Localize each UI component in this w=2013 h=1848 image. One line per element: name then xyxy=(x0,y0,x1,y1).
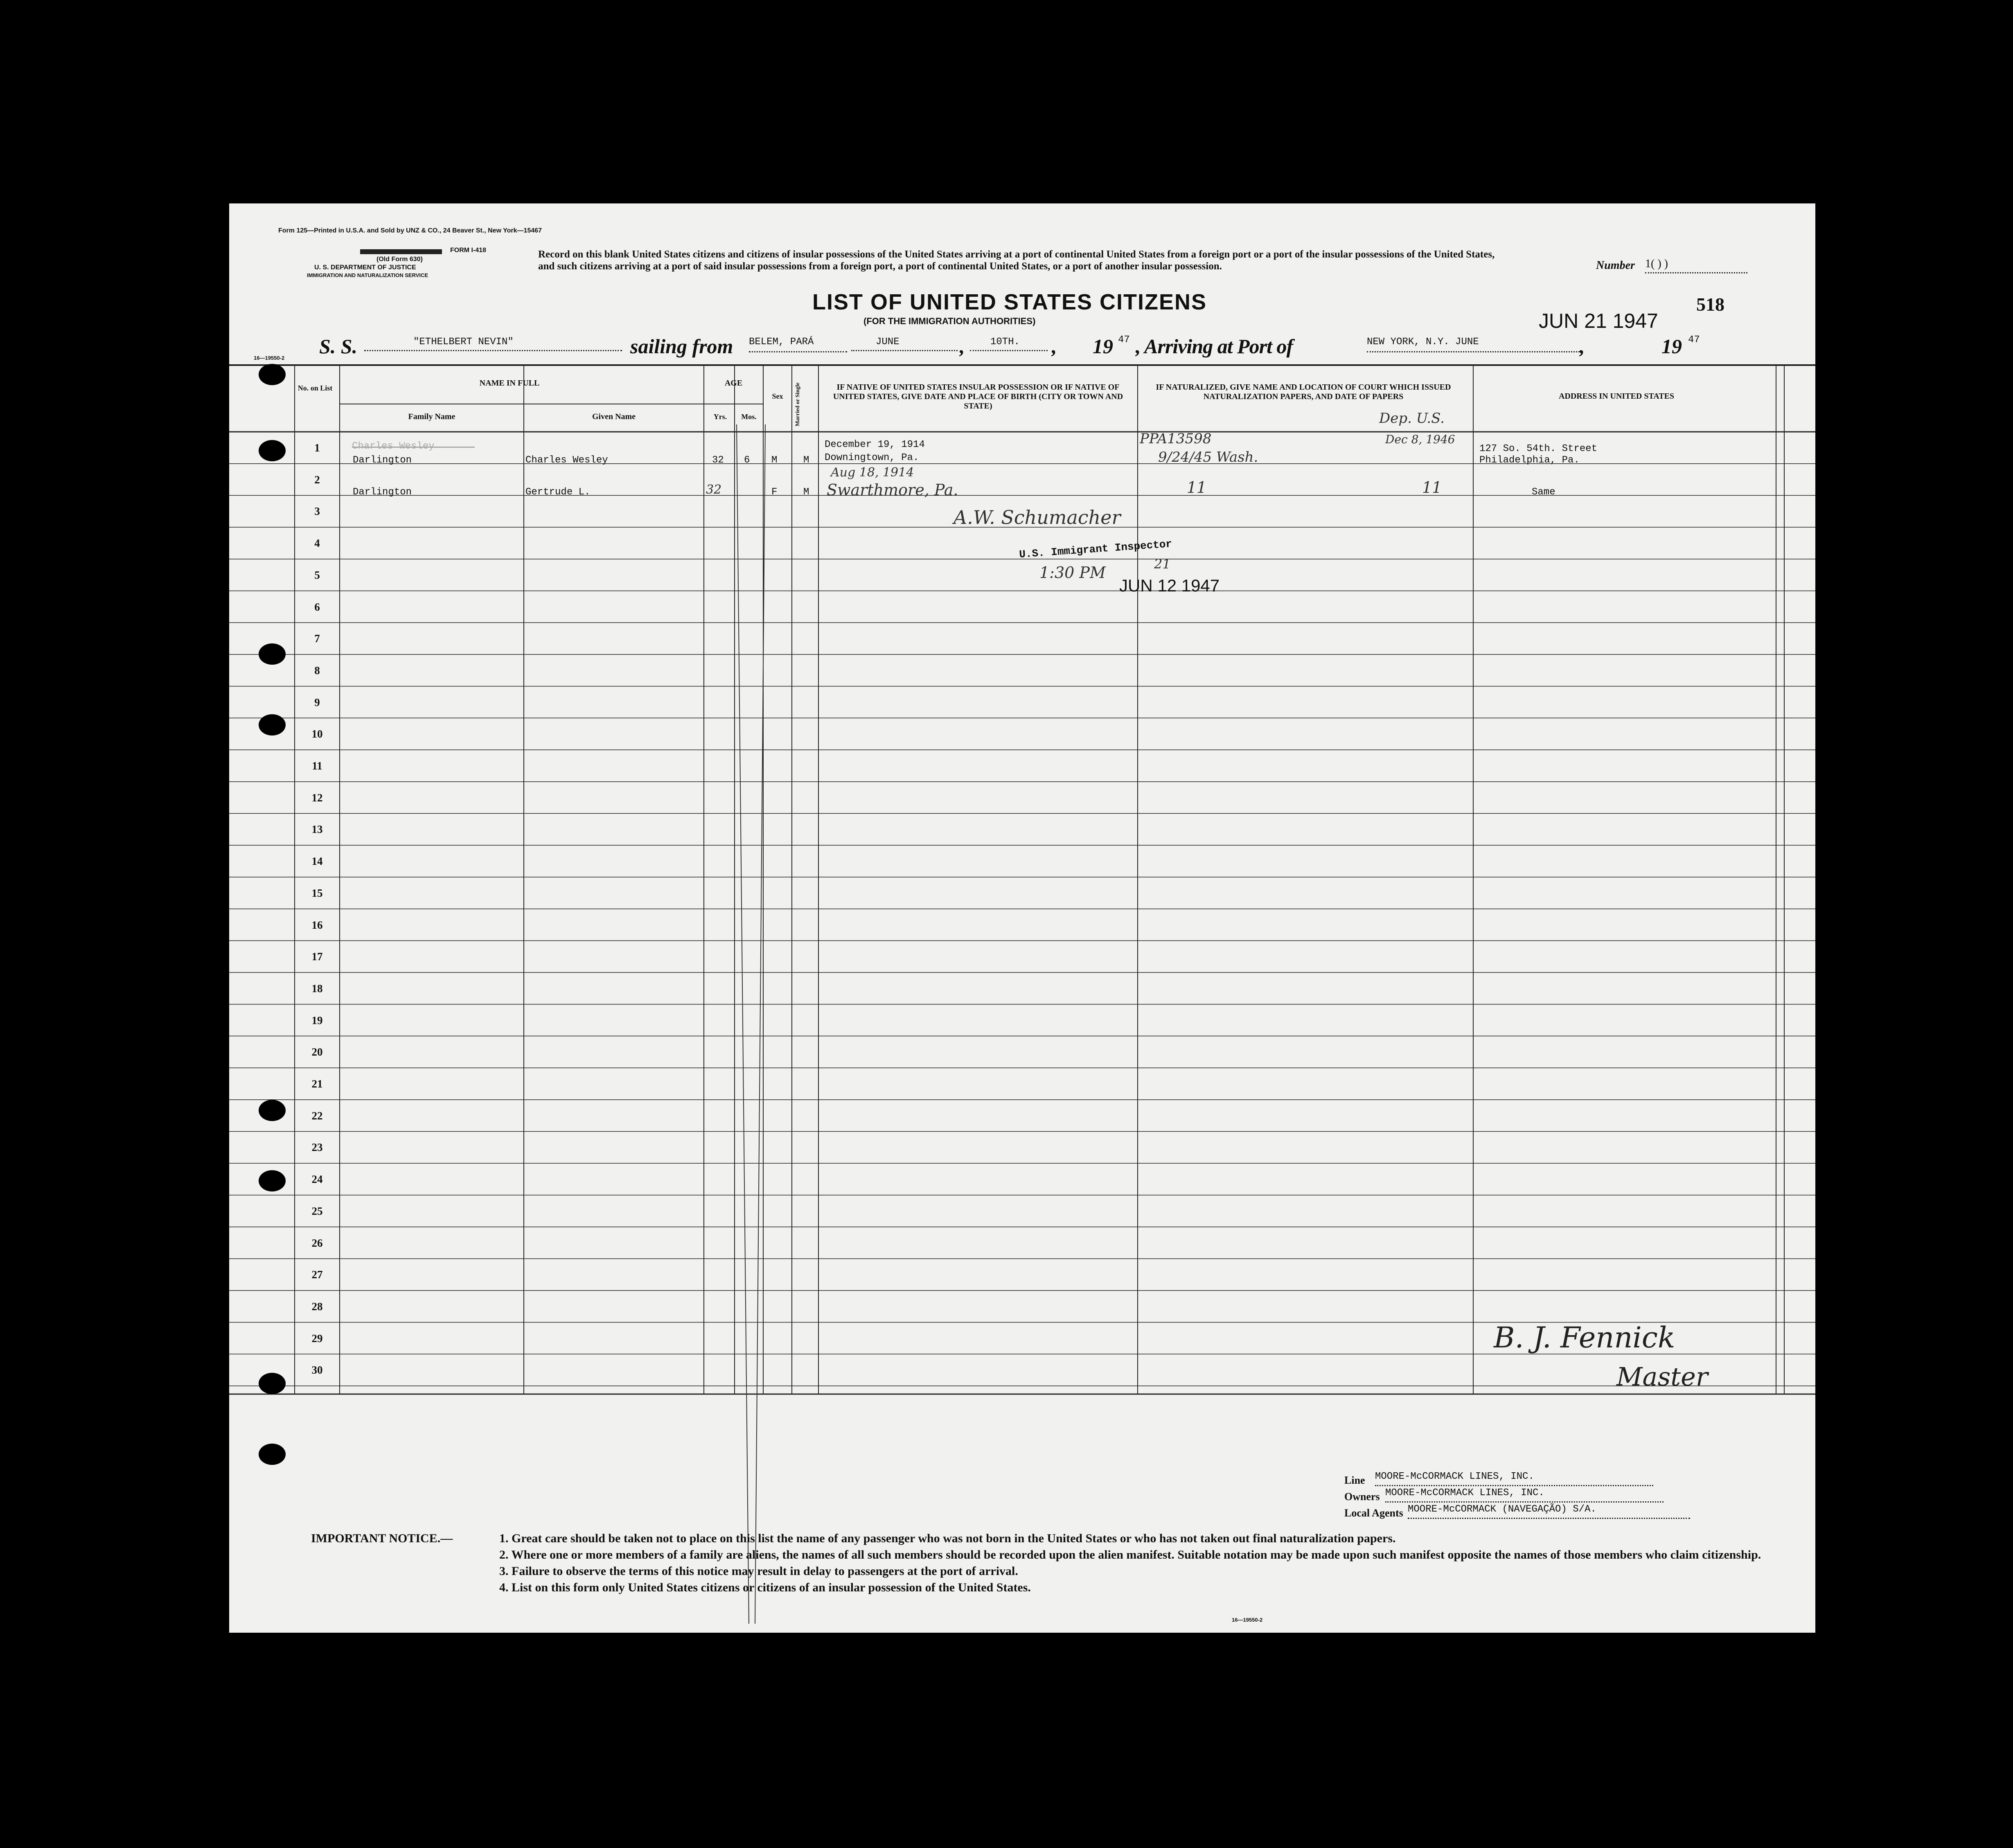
row-number: 20 xyxy=(311,1046,323,1058)
row-number: 7 xyxy=(314,632,320,645)
strike-line xyxy=(352,447,475,448)
row-number: 26 xyxy=(311,1237,323,1249)
notice-item: 4. List on this form only United States citizens or citizens of an insular possession of the United States. xyxy=(499,1581,1031,1594)
sailing-month: JUNE xyxy=(851,336,958,351)
row-number: 4 xyxy=(314,537,320,550)
punch-hole xyxy=(259,1170,286,1191)
line-label: Line xyxy=(1344,1474,1365,1486)
number-label: Number xyxy=(1596,259,1635,272)
arrival-year: 47 xyxy=(1688,334,1700,345)
row-number: 3 xyxy=(314,505,320,518)
entry-2-address: Same xyxy=(1532,487,1555,498)
sailing-port: BELEM, PARÁ xyxy=(749,336,847,352)
local-agents-value: MOORE-McCORMACK (NAVEGAÇÃO) S/A. xyxy=(1408,1504,1690,1519)
col-native: IF NATIVE OF UNITED STATES INSULAR POSSESSION OR IF NATIVE OF UNITED STATES, GIVE DATE AND PLACE OF BIRTH (CITY OR TOWN AND STATE) xyxy=(833,383,1123,411)
row-number: 23 xyxy=(311,1141,323,1154)
punch-hole xyxy=(259,1100,286,1121)
entry-2-marital: M xyxy=(803,487,809,498)
entry-1-passport: PPA13598 xyxy=(1140,431,1212,447)
sailing-day: 10TH. xyxy=(970,336,1048,351)
entry-1-marital: M xyxy=(803,455,809,466)
row-number: 11 xyxy=(312,760,322,772)
row-number: 28 xyxy=(311,1300,323,1313)
inspector-stamp: JUN 12 1947 xyxy=(1119,576,1220,595)
entry-1-nat-dept: Dep. U.S. xyxy=(1379,410,1445,426)
master-title: Master xyxy=(1616,1362,1708,1392)
edge-code: 16—19550-2 xyxy=(254,355,285,361)
entry-2-given: Gertrude L. xyxy=(525,487,591,498)
separator: , xyxy=(1052,335,1057,358)
separator: , xyxy=(1580,335,1585,358)
punch-hole xyxy=(259,440,286,461)
arriving-label: , Arriving at Port of xyxy=(1136,335,1293,358)
arrival-month: JUNE xyxy=(1455,336,1479,347)
entry-2-sex: F xyxy=(771,487,778,498)
arrival-year-prefix: 19 xyxy=(1661,335,1682,358)
entry-2-ditto-2: 11 xyxy=(1422,478,1442,496)
row-number: 15 xyxy=(311,887,323,899)
notice-heading: IMPORTANT NOTICE.— xyxy=(311,1532,453,1545)
inspector-day-correction: 21 xyxy=(1154,556,1171,572)
ditto-strokes xyxy=(733,424,786,1644)
punch-hole xyxy=(259,1373,286,1394)
row-number: 12 xyxy=(311,791,323,804)
department: U. S. DEPARTMENT OF JUSTICE xyxy=(314,264,416,271)
entry-2-birth-place: Swarthmore, Pa. xyxy=(827,481,958,499)
row-number: 10 xyxy=(311,728,323,740)
row-number: 1 xyxy=(314,442,320,454)
col-name-in-full: NAME IN FULL xyxy=(479,379,540,388)
arrival-port-value: NEW YORK, N.Y. xyxy=(1367,336,1449,347)
entry-1-address-1: 127 So. 54th. Street xyxy=(1479,443,1598,454)
col-age: AGE xyxy=(724,379,743,388)
col-sex: Sex xyxy=(772,392,783,400)
old-form: (Old Form 630) xyxy=(376,256,423,263)
inspector-signature: A.W. Schumacher xyxy=(954,506,1121,528)
rule-bar xyxy=(360,249,442,254)
row-number: 16 xyxy=(311,918,323,931)
col-family-name: Family Name xyxy=(408,412,455,421)
punch-hole xyxy=(259,1444,286,1465)
col-given-name: Given Name xyxy=(592,412,636,421)
punch-hole xyxy=(259,364,286,385)
entry-1-issue-date: Dec 8, 1946 xyxy=(1385,433,1455,446)
service: IMMIGRATION AND NATURALIZATION SERVICE xyxy=(307,272,428,278)
ship-name: "ETHELBERT NEVIN" xyxy=(364,336,622,351)
row-number: 27 xyxy=(311,1268,323,1281)
owners-label: Owners xyxy=(1344,1491,1380,1503)
row-number: 8 xyxy=(314,664,320,677)
punch-hole xyxy=(259,714,286,736)
col-address: ADDRESS IN UNITED STATES xyxy=(1558,392,1675,401)
punch-hole xyxy=(259,643,286,665)
row-number: 24 xyxy=(311,1173,323,1186)
row-number: 2 xyxy=(314,473,320,486)
arriving-label-text: Arriving at Port of xyxy=(1144,335,1293,358)
separator: , xyxy=(960,335,965,358)
inspector-title: U.S. Immigrant Inspector xyxy=(1019,537,1173,561)
notice-item: 2. Where one or more members of a family are aliens, the names of all such members should be recorded upon the alien manifest. Suitable notation may be made upon such manifest opposite the names of those members who claim citizenship. xyxy=(499,1548,1761,1561)
line-value: MOORE-McCORMACK LINES, INC. xyxy=(1375,1471,1653,1486)
ss-label: S. S. xyxy=(319,335,358,358)
row-number: 17 xyxy=(311,950,323,963)
entry-1-birth-date: December 19, 1914 xyxy=(825,439,925,450)
entry-2-ditto-1: 11 xyxy=(1187,478,1207,496)
entry-1-nat-date: 9/24/45 Wash. xyxy=(1158,449,1258,465)
row-number: 5 xyxy=(314,569,320,581)
row-number: 21 xyxy=(311,1078,323,1090)
sailing-label: sailing from xyxy=(630,335,733,358)
col-no-on-list: No. on List xyxy=(298,384,333,392)
sailing-year: 47 xyxy=(1118,334,1130,345)
row-number: 9 xyxy=(314,696,320,709)
entry-1-yrs: 32 xyxy=(712,455,724,466)
row-number: 29 xyxy=(311,1332,323,1345)
owners-value: MOORE-McCORMACK LINES, INC. xyxy=(1385,1487,1664,1503)
entry-1-birth-place: Downingtown, Pa. xyxy=(825,452,919,463)
date-stamp: JUN 21 1947 xyxy=(1539,309,1658,332)
page-title: LIST OF UNITED STATES CITIZENS xyxy=(812,290,1207,314)
entry-2-family: Darlington xyxy=(353,487,412,498)
entry-1-address-2: Philadelphia, Pa. xyxy=(1479,455,1580,466)
row-number: 22 xyxy=(311,1109,323,1122)
notice-items xyxy=(499,1530,1801,1596)
form-number: FORM I-418 xyxy=(450,247,487,254)
manifest-sheet xyxy=(229,203,1815,1633)
row-number: 14 xyxy=(311,855,323,868)
page-number: 518 xyxy=(1696,294,1724,315)
entry-1-mos: 6 xyxy=(744,455,750,466)
year-prefix: 19 xyxy=(1093,335,1113,358)
notice-item: 3. Failure to observe the terms of this notice may result in delay to passengers at the port of arrival. xyxy=(499,1564,1018,1578)
row-number: 25 xyxy=(311,1205,323,1217)
bottom-code: 16—19550-2 xyxy=(1232,1617,1263,1623)
entry-1-given: Charles Wesley xyxy=(525,455,608,466)
row-number: 18 xyxy=(311,982,323,995)
row-number: 19 xyxy=(311,1014,323,1027)
row-number: 30 xyxy=(311,1364,323,1376)
entry-1-sex: M xyxy=(771,455,778,466)
intro-text: Record on this blank United States citizens and citizens of insular possessions of the United States arriving at a port of continental United States from a foreign port or a port of the insular possessions of the United States, and such citizens arriving at a port of said insular possessions from a foreign port, a port of continental United States, or a port of another insular possession. xyxy=(538,249,1495,272)
number-value: 1( ) ) xyxy=(1645,257,1747,273)
row-number: 6 xyxy=(314,600,320,613)
col-naturalized: IF NATURALIZED, GIVE NAME AND LOCATION OF COURT WHICH ISSUED NATURALIZATION PAPERS, AND DATE OF PAPERS xyxy=(1156,383,1451,401)
local-agents-label: Local Agents xyxy=(1344,1507,1403,1519)
entry-1-family: Darlington xyxy=(353,455,412,466)
inspector-time: 1:30 PM xyxy=(1039,564,1106,582)
col-married: Married or Single xyxy=(795,382,801,426)
master-signature: B. J. Fennick xyxy=(1494,1321,1675,1354)
entry-2-yrs: 32 xyxy=(706,483,722,497)
row-number: 13 xyxy=(311,823,323,836)
notice-item: 1. Great care should be taken not to place on this list the name of any passenger who was not born in the United States or who has not taken out final naturalization papers. xyxy=(499,1532,1396,1545)
page-subtitle: (FOR THE IMMIGRATION AUTHORITIES) xyxy=(863,316,1036,326)
arrival-port xyxy=(1367,336,1580,352)
col-mos: Mos. xyxy=(741,413,757,421)
entry-2-birth-date: Aug 18, 1914 xyxy=(831,465,914,480)
printer-line: Form 125—Printed in U.S.A. and Sold by UNZ & CO., 24 Beaver St., New York—15467 xyxy=(278,227,542,234)
col-yrs: Yrs. xyxy=(713,413,727,421)
